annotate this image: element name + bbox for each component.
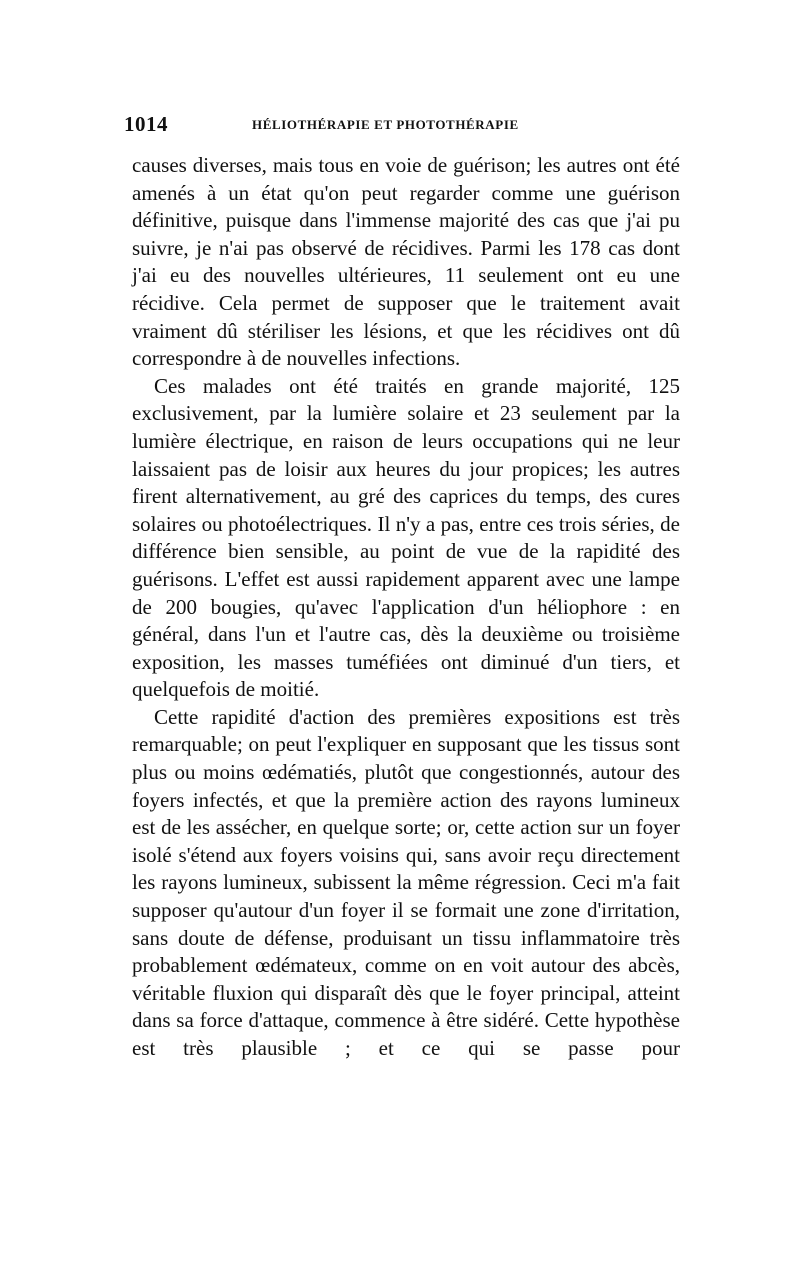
page-number: 1014 xyxy=(124,112,168,136)
running-head xyxy=(124,112,686,142)
paragraph-2: Ces malades ont été traités en grande majorité, 125 exclusivement, par la lumière solaire et 23 seulement par la lumière électrique, en raison de leurs occupations qui ne leur laissaient pas de loisir aux heures du jour propices; les autres firent alternativement, au gré des caprices du temps, des cures solaires ou photoélectriques. Il n'y a pas, entre ces trois séries, de différence bien sensible, au point de vue de la rapidité des guérisons. L'effet est aussi rapidement apparent avec une lampe de 200 bougies, qu'avec l'application d'un héliophore : en général, dans l'un et l'autre cas, dès la deuxième ou troisième exposition, les masses tuméfiées ont diminué d'un tiers, et quelquefois de moitié. xyxy=(132,373,680,702)
paragraph-1: causes diverses, mais tous en voie de guérison; les autres ont été amenés à un état qu'on peut regarder comme une guérison définitive, puisque dans l'immense majorité des cas que j'ai pu suivre, je n'ai pas observé de récidives. Parmi les 178 cas dont j'ai eu des nouvelles ultérieures, 11 seulement ont eu une récidive. Cela permet de supposer que le traitement avait vraiment dû stériliser les lésions, et que les récidives ont dû correspondre à de nouvelles infections. xyxy=(132,153,680,371)
body-text xyxy=(132,152,680,1063)
running-title: HÉLIOTHÉRAPIE ET PHOTOTHÉRAPIE xyxy=(252,117,519,132)
paragraph-3: Cette rapidité d'action des premières expositions est très remarquable; on peut l'expliquer en supposant que les tissus sont plus ou moins œdématiés, plutôt que congestionnés, autour des foyers infectés, et que la première action des rayons lumineux est de les assécher, en quelque sorte; or, cette action sur un foyer isolé s'étend aux foyers voisins qui, sans avoir reçu directement les rayons lumineux, subissent la même régression. Ceci m'a fait supposer qu'autour d'un foyer il se formait une zone d'irritation, sans doute de défense, produisant un tissu inflammatoire très probablement œdémateux, comme on en voit autour des abcès, véritable fluxion qui disparaît dès que le foyer principal, atteint dans sa force d'attaque, commence à être sidéré. Cette hypothèse est très plausible ; et ce qui se passe pour xyxy=(132,704,680,1060)
